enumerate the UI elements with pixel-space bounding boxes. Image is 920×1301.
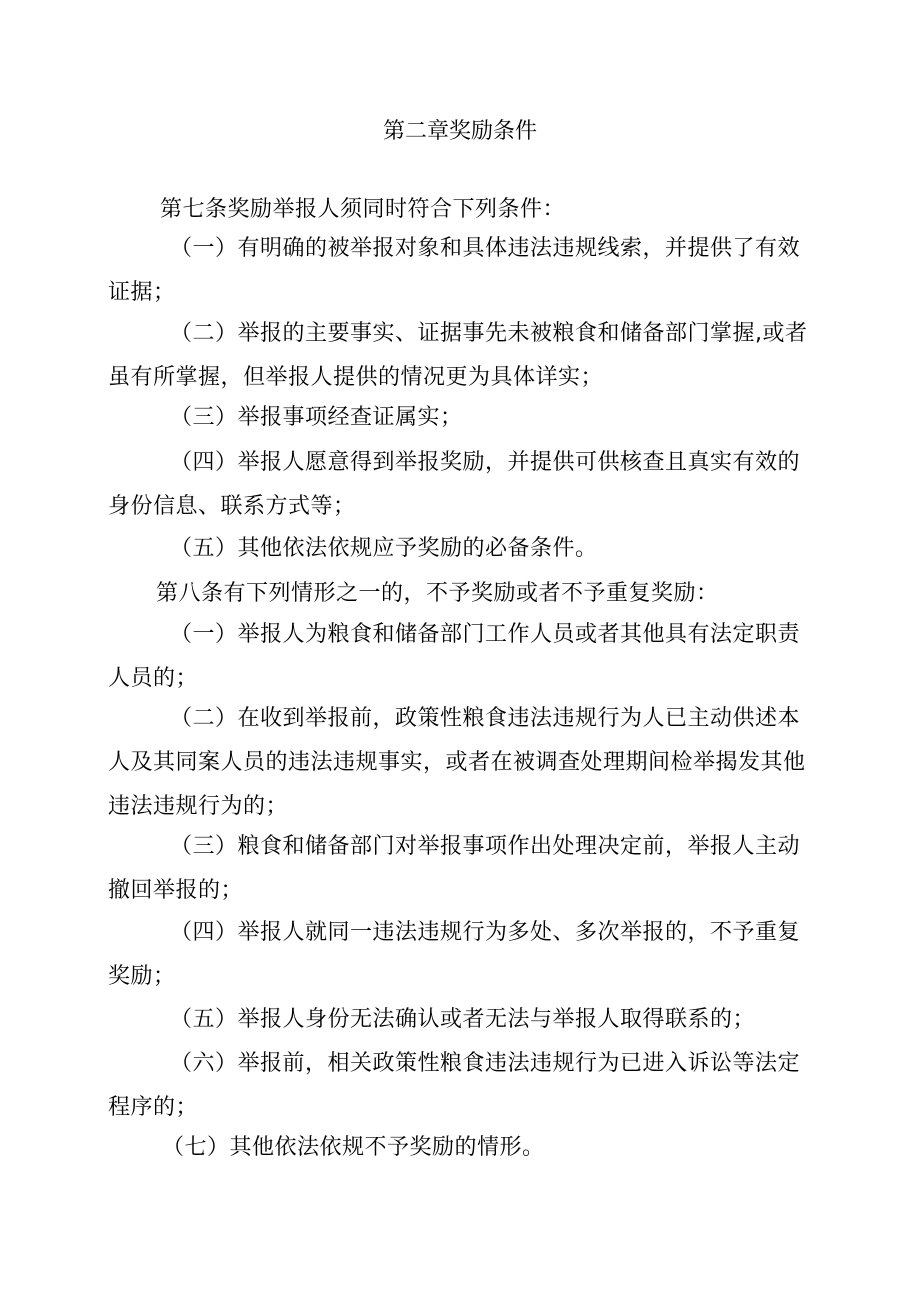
item-line: （四）举报人愿意得到举报奖励，并提供可供核查且真实有效的 [170,450,801,475]
item-line: 证据； [108,280,176,305]
article-7-item-5 [108,527,820,571]
item-line: 人及其同案人员的违法违规事实，或者在被调查处理期间检举揭发其他 [108,750,806,775]
article-8-item-7 [108,1126,820,1170]
article-8-item-1 [108,613,820,701]
item-line: （三）举报事项经查证属实； [170,405,463,430]
chapter-title: 第二章奖励条件 [382,119,537,144]
article-7-item-1 [108,227,820,315]
article-8-heading [108,572,820,616]
article-7-heading [108,188,820,232]
item-line: （五）其他依法依规应予奖励的必备条件。 [170,536,598,561]
article-8-item-4 [108,911,820,999]
item-line: 撤回举报的； [108,878,244,903]
article-8-item-3 [108,825,820,913]
article-8-heading-text: 第八条有下列情形之一的，不予奖励或者不予重复奖励： [156,581,719,606]
article-8-item-2 [108,697,820,829]
item-line: 违法违规行为的； [108,794,289,819]
item-line: 程序的； [108,1095,199,1120]
item-line: （二）举报的主要事实、证据事先未被粮食和储备部门掌握,或者 [170,321,808,346]
item-line: 身份信息、联系方式等； [108,494,356,519]
item-line: 虽有所掌握，但举报人提供的情况更为具体详实； [108,365,604,390]
article-7-item-3 [108,396,820,440]
item-line: （六）举报前，相关政策性粮食违法违规行为已进入诉讼等法定 [170,1051,801,1076]
item-line: （二）在收到举报前，政策性粮食违法违规行为人已主动供述本 [170,706,801,731]
article-7-item-2 [108,312,820,400]
item-line: （三）粮食和储备部门对举报事项作出处理决定前，举报人主动 [170,834,801,859]
item-line: （一）举报人为粮食和储备部门工作人员或者其他具有法定职责 [170,622,801,647]
item-line: （七）其他依法依规不予奖励的情形。 [162,1135,545,1160]
article-8-item-5 [108,998,820,1042]
article-8-item-6 [108,1042,820,1130]
item-line: （四）举报人就同一违法违规行为多处、多次举报的，不予重复 [170,920,801,945]
item-line: 奖励； [108,964,176,989]
item-line: （一）有明确的被举报对象和具体违法违规线索，并提供了有效 [170,236,801,261]
item-line: 人员的； [108,666,199,691]
item-line: （五）举报人身份无法确认或者无法与举报人取得联系的； [170,1007,756,1032]
article-7-item-4 [108,441,820,529]
article-7-heading-text: 第七条奖励举报人须同时符合下列条件： [160,197,566,222]
